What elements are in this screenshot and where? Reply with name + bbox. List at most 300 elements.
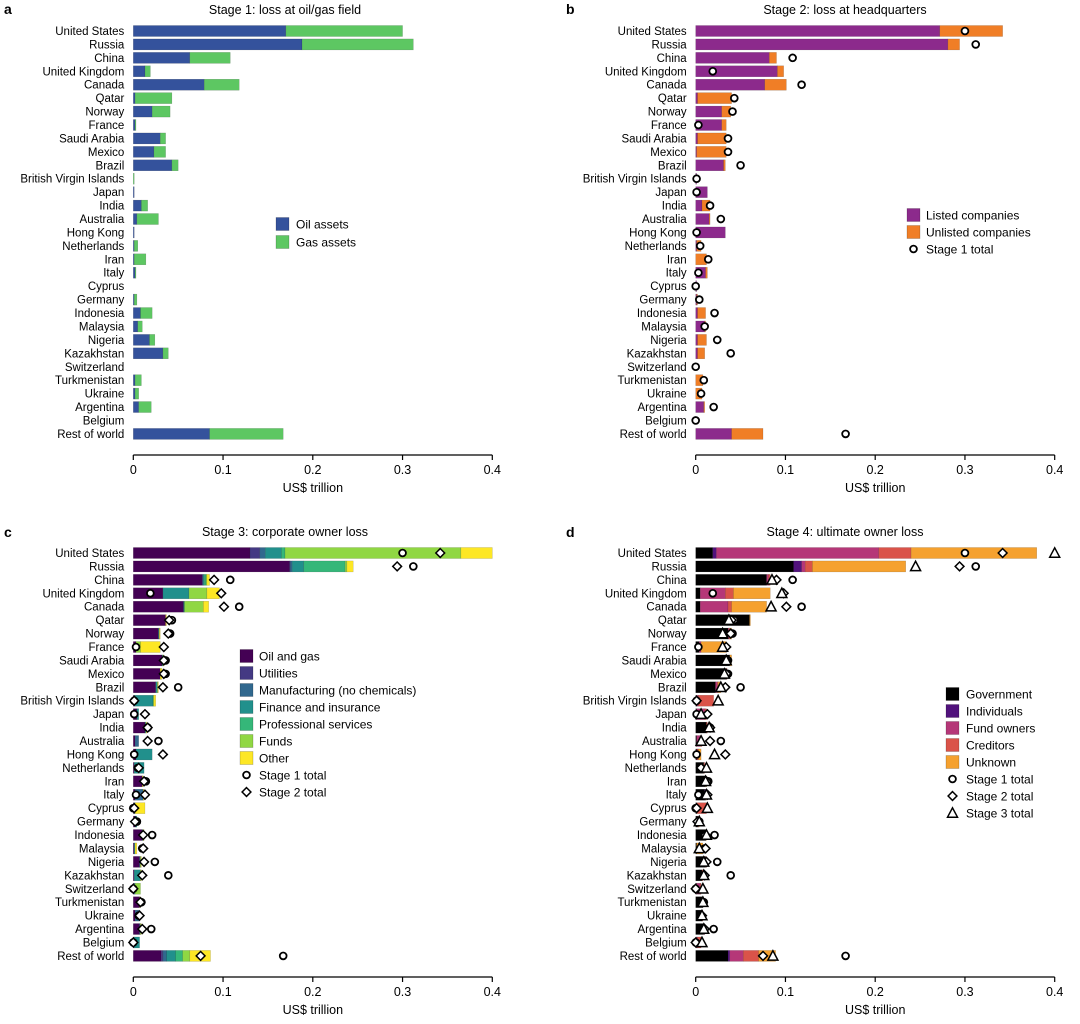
stage2-total-marker-diamond	[955, 562, 964, 571]
panel-a	[4, 1, 501, 495]
bar-segment-other	[140, 642, 160, 653]
stage1-total-marker-circle	[175, 684, 182, 691]
country-label: Indonesia	[74, 308, 125, 321]
legend-label: Individuals	[966, 704, 1023, 719]
bar-segment-oil-and-gas	[133, 950, 161, 961]
country-label: Kazakhstan	[64, 348, 125, 361]
country-label: Iran	[104, 776, 125, 789]
x-axis-title: US$ trillion	[844, 481, 906, 495]
bar-segment-oil-assets	[133, 160, 172, 171]
country-label: British Virgin Islands	[582, 173, 687, 186]
x-axis-tick-label: 0	[692, 985, 700, 999]
country-label: United Kingdom	[42, 66, 125, 79]
bar-segment-utilities	[250, 548, 260, 559]
bar-segment-unlisted-companies	[724, 160, 726, 171]
country-label: Saudi Arabia	[59, 655, 125, 668]
bar-segment-gas-assets	[141, 200, 147, 211]
country-label: Rest of world	[619, 950, 687, 963]
stage2-total-marker-diamond	[721, 750, 730, 759]
bar-segment-oil-assets	[133, 52, 190, 63]
bar-segment-finance-and-insurance	[265, 548, 281, 559]
bar-segment-oil-and-gas	[133, 736, 135, 747]
legend-item	[240, 752, 289, 766]
legend-label: Finance and insurance	[259, 700, 381, 715]
bar-segment-creditors	[728, 601, 732, 612]
legend-swatch	[240, 684, 253, 697]
bar-segment-funds	[189, 588, 207, 599]
legend-label: Gas assets	[296, 235, 357, 250]
stage1-total-marker-circle	[798, 603, 805, 610]
bar-segment-oil-and-gas	[133, 548, 250, 559]
legend-item	[948, 807, 1034, 821]
bar-segment-listed-companies	[696, 79, 765, 90]
legend-label: Stage 2 total	[259, 785, 327, 800]
bar-segment-individuals	[794, 561, 802, 572]
country-label: Kazakhstan	[64, 870, 125, 883]
bar-segment-unknown	[733, 588, 770, 599]
bar-segment-listed-companies	[696, 200, 702, 211]
stage1-total-marker-circle	[910, 246, 917, 253]
x-axis-title: US$ trillion	[282, 481, 344, 495]
x-axis-tick-label: 0.2	[304, 985, 322, 999]
stage1-total-marker-circle	[701, 323, 708, 330]
country-label: Turkmenistan	[617, 375, 687, 388]
country-label: Ukraine	[84, 388, 125, 401]
stage1-total-marker-circle	[727, 350, 734, 357]
panel-letter: d	[566, 524, 575, 540]
country-label: Switzerland	[627, 883, 687, 896]
country-label: Iran	[666, 254, 687, 267]
country-label: Belgium	[82, 937, 125, 950]
country-label: Russia	[651, 39, 687, 52]
stage1-total-marker-circle	[165, 872, 172, 879]
bar-segment-creditors	[725, 588, 733, 599]
stage1-total-marker-circle	[227, 576, 234, 583]
stage1-total-marker-circle	[696, 296, 703, 303]
stage1-total-marker-circle	[737, 684, 744, 691]
panel-title: Stage 2: loss at headquarters	[763, 3, 927, 17]
bar-segment-oil-assets	[133, 348, 163, 359]
x-axis-tick-label: 0.1	[214, 985, 232, 999]
country-label: Netherlands	[62, 240, 125, 253]
stage1-total-marker-circle	[710, 404, 717, 411]
stage1-total-marker-circle	[243, 772, 250, 779]
legend-label: Stage 1 total	[966, 772, 1034, 787]
legend-label: Professional services	[259, 717, 373, 732]
bar-segment-other	[135, 843, 137, 854]
country-label: France	[650, 120, 687, 133]
country-label: United States	[55, 548, 125, 560]
stage2-total-marker-diamond	[393, 562, 402, 571]
country-label: Iran	[666, 776, 687, 789]
country-label: Mexico	[650, 668, 687, 681]
bar-segment-unlisted-companies	[948, 39, 960, 50]
country-label: Cyprus	[650, 803, 687, 816]
country-label: Norway	[647, 628, 687, 641]
country-label: United States	[55, 26, 125, 38]
x-axis-title: US$ trillion	[844, 1003, 906, 1017]
x-axis-tick-label: 0	[692, 463, 700, 477]
legend-label: Funds	[259, 734, 293, 749]
country-label: Germany	[77, 816, 125, 829]
country-label: Cyprus	[87, 281, 125, 294]
country-label: Cyprus	[87, 803, 125, 816]
stage1-total-marker-circle	[410, 563, 417, 570]
country-label: Russia	[89, 561, 125, 574]
bar-segment-oil-assets	[133, 120, 135, 131]
country-label: Turkmenistan	[617, 897, 687, 910]
stage1-total-marker-circle	[962, 28, 969, 35]
stage1-total-marker-circle	[698, 390, 705, 397]
bar-segment-unknown	[732, 601, 767, 612]
stage1-total-marker-circle	[693, 189, 700, 196]
country-label: British Virgin Islands	[20, 695, 125, 708]
legend-swatch	[946, 722, 959, 735]
country-label: Kazakhstan	[626, 348, 687, 361]
x-axis-tick-label: 0.3	[956, 985, 974, 999]
legend-item	[240, 667, 298, 681]
stage3-total-marker-triangle	[948, 808, 958, 817]
country-label: Norway	[85, 106, 125, 119]
stage1-total-marker-circle	[972, 563, 979, 570]
country-label: Saudi Arabia	[621, 133, 687, 146]
stage1-total-marker-circle	[962, 550, 969, 557]
legend-label: Manufacturing (no chemicals)	[259, 683, 417, 698]
country-label: Russia	[89, 39, 125, 52]
bar-segment-oil-and-gas	[133, 682, 155, 693]
country-label: Hong Kong	[629, 227, 687, 240]
bar-segment-gas-assets	[149, 334, 154, 345]
bar-segment-gas-assets	[134, 240, 138, 251]
country-label: Qatar	[95, 93, 125, 106]
country-label: Argentina	[75, 402, 125, 415]
country-label: Netherlands	[62, 762, 125, 775]
bar-segment-finance-and-insurance	[167, 950, 176, 961]
stage1-total-marker-circle	[842, 953, 849, 960]
bar-segment-government	[696, 561, 794, 572]
country-label: Italy	[103, 789, 125, 802]
bar-segment-oil-assets	[133, 321, 137, 332]
bar-segment-listed-companies	[696, 26, 940, 37]
stage3-total-marker-triangle	[911, 561, 921, 570]
stage2-total-marker-diamond	[159, 643, 168, 652]
x-axis-tick-label: 0.2	[304, 463, 322, 477]
country-label: India	[99, 722, 125, 735]
legend-item	[242, 786, 326, 800]
bar-segment-oil-assets	[133, 334, 149, 345]
panel-title: Stage 3: corporate owner loss	[201, 525, 369, 539]
bar-segment-gas-assets	[133, 173, 134, 184]
bar-segment-finance-and-insurance	[292, 561, 304, 572]
country-label: Saudi Arabia	[59, 133, 125, 146]
bar-segment-listed-companies	[696, 334, 698, 345]
stage1-total-marker-circle	[131, 751, 138, 758]
x-axis-tick-label: 0.3	[393, 463, 412, 477]
legend-swatch	[907, 209, 920, 222]
panel-title: Stage 4: ultimate owner loss	[766, 525, 924, 539]
bar-segment-funds	[183, 950, 190, 961]
bar-segment-unlisted-companies	[697, 146, 727, 157]
stage1-total-marker-circle	[692, 283, 699, 290]
bar-segment-manufacturing-no-chemicals-	[135, 736, 139, 747]
bar-segment-funds	[345, 561, 347, 572]
stage1-total-marker-circle	[842, 431, 849, 438]
bar-segment-unlisted-companies	[698, 93, 732, 104]
x-axis-tick-label: 0.4	[1046, 463, 1064, 477]
panel-letter: b	[566, 1, 575, 17]
country-label: Germany	[639, 294, 687, 307]
legend-label: Oil and gas	[259, 649, 320, 664]
country-label: India	[661, 200, 687, 213]
stage1-total-marker-circle	[972, 41, 979, 48]
bar-segment-unlisted-companies	[940, 26, 1003, 37]
bar-segment-fund-owners	[716, 548, 878, 559]
bar-segment-listed-companies	[696, 133, 698, 144]
country-label: Indonesia	[636, 308, 687, 321]
stage1-total-marker-circle	[717, 216, 724, 223]
country-label: United Kingdom	[42, 588, 125, 601]
stage1-total-marker-circle	[709, 590, 716, 597]
bar-segment-gas-assets	[210, 428, 284, 439]
country-label: British Virgin Islands	[582, 695, 687, 708]
country-label: Italy	[665, 789, 687, 802]
bar-segment-fund-owners	[730, 950, 743, 961]
bar-segment-government	[696, 548, 713, 559]
country-label: Iran	[104, 254, 125, 267]
bar-segment-other	[347, 561, 353, 572]
country-label: Norway	[85, 628, 125, 641]
country-label: Argentina	[75, 924, 125, 937]
legend-label: Oil assets	[296, 217, 349, 232]
stage2-total-marker-diamond	[159, 750, 168, 759]
bar-segment-government	[696, 588, 700, 599]
bar-segment-gas-assets	[302, 39, 413, 50]
stage1-total-marker-circle	[133, 644, 140, 651]
stage1-total-marker-circle	[700, 377, 707, 384]
bar-segment-manufacturing-no-chemicals-	[163, 950, 167, 961]
bar-segment-government	[696, 601, 700, 612]
stage2-total-marker-diamond	[210, 575, 219, 584]
bar-segment-gas-assets	[152, 106, 170, 117]
country-label: Canada	[84, 601, 125, 614]
bar-segment-utilities	[161, 950, 163, 961]
country-label: Mexico	[650, 146, 687, 159]
bar-segment-listed-companies	[696, 348, 698, 359]
bar-segment-listed-companies	[696, 214, 709, 225]
bar-segment-unlisted-companies	[722, 120, 726, 131]
country-label: Hong Kong	[66, 749, 125, 762]
country-label: Mexico	[87, 146, 125, 159]
stage1-total-marker-circle	[697, 242, 704, 249]
bar-segment-oil-assets	[133, 267, 135, 278]
country-label: Nigeria	[650, 334, 687, 347]
country-label: Canada	[646, 601, 687, 614]
bar-segment-oil-and-gas	[133, 655, 162, 666]
stage3-total-marker-triangle	[766, 602, 776, 611]
bar-segment-unknown	[911, 548, 1037, 559]
bar-segment-oil-assets	[133, 227, 134, 238]
country-label: Qatar	[95, 615, 125, 628]
bar-segment-other	[159, 628, 160, 639]
stage1-total-marker-circle	[692, 363, 699, 370]
bar-segment-unlisted-companies	[706, 267, 708, 278]
stage1-total-marker-circle	[714, 336, 721, 343]
stage1-total-marker-circle	[399, 550, 406, 557]
legend-item	[946, 688, 1033, 702]
stage1-total-marker-circle	[729, 108, 736, 115]
bar-segment-listed-companies	[696, 308, 698, 319]
stage1-total-marker-circle	[710, 926, 717, 933]
country-label: Indonesia	[636, 830, 687, 843]
bar-segment-oil-assets	[133, 375, 135, 386]
stage2-total-marker-diamond	[782, 602, 791, 611]
stage1-total-marker-circle	[695, 791, 702, 798]
bar-segment-gas-assets	[160, 133, 165, 144]
legend-label: Stage 1 total	[926, 242, 994, 257]
legend-label: Stage 1 total	[259, 768, 327, 783]
bar-segment-government	[696, 682, 716, 693]
bar-segment-unlisted-companies	[777, 66, 783, 77]
bar-segment-government	[696, 950, 728, 961]
legend-item	[243, 769, 326, 783]
legend-swatch	[240, 667, 253, 680]
legend-swatch	[276, 218, 289, 231]
country-label: Rest of world	[57, 950, 125, 963]
bar-segment-oil-assets	[133, 93, 135, 104]
country-label: Hong Kong	[66, 227, 125, 240]
bar-segment-gas-assets	[135, 375, 141, 386]
bar-segment-professional-services	[175, 950, 182, 961]
bar-segment-finance-and-insurance	[156, 682, 158, 693]
bar-segment-other	[154, 695, 156, 706]
bar-segment-government	[696, 615, 750, 626]
bar-segment-unknown	[812, 561, 905, 572]
country-label: Germany	[77, 294, 125, 307]
panel-c	[4, 524, 501, 1017]
country-label: Canada	[646, 79, 687, 92]
stage1-total-marker-circle	[131, 711, 138, 718]
country-label: Netherlands	[624, 240, 687, 253]
country-label: Saudi Arabia	[621, 655, 687, 668]
bar-segment-unlisted-companies	[698, 334, 707, 345]
bar-segment-gas-assets	[145, 66, 150, 77]
country-label: British Virgin Islands	[20, 173, 125, 186]
bar-segment-manufacturing-no-chemicals-	[260, 548, 265, 559]
country-label: Australia	[79, 736, 125, 749]
bar-segment-gas-assets	[135, 120, 136, 131]
country-label: China	[94, 574, 125, 587]
stage1-total-marker-circle	[236, 603, 243, 610]
country-label: Japan	[655, 187, 687, 200]
bar-segment-individuals	[728, 950, 730, 961]
country-label: Malaysia	[641, 321, 687, 334]
bar-segment-gas-assets	[154, 146, 166, 157]
country-label: Australia	[641, 736, 687, 749]
bar-segment-gas-assets	[204, 79, 239, 90]
bar-segment-professional-services	[281, 548, 285, 559]
country-label: Malaysia	[78, 321, 125, 334]
country-label: Italy	[103, 267, 125, 280]
legend-item	[276, 236, 356, 250]
country-label: United States	[617, 548, 687, 560]
country-label: Indonesia	[74, 830, 125, 843]
bar-segment-unlisted-companies	[698, 308, 706, 319]
country-label: Rest of world	[57, 428, 125, 441]
stage2-total-marker-diamond	[143, 737, 152, 746]
legend-item	[240, 735, 292, 749]
country-label: United States	[617, 26, 687, 38]
country-label: Australia	[79, 214, 125, 227]
x-axis-tick-label: 0.1	[214, 463, 232, 477]
legend-swatch	[946, 705, 959, 718]
bar-segment-unlisted-companies	[698, 348, 705, 359]
country-label: Belgium	[82, 415, 125, 428]
panel-letter: c	[4, 524, 12, 540]
legend-item	[946, 739, 1015, 753]
stage1-total-marker-circle	[717, 738, 724, 745]
x-axis-tick-label: 0.1	[776, 463, 795, 477]
bar-segment-fund-owners	[802, 561, 806, 572]
country-label: Brazil	[657, 682, 687, 695]
x-axis-tick-label: 0.3	[956, 463, 974, 477]
country-label: Rest of world	[619, 428, 687, 441]
bar-segment-professional-services	[304, 561, 345, 572]
bar-segment-gas-assets	[190, 52, 230, 63]
bar-segment-individuals	[713, 548, 717, 559]
country-label: Australia	[641, 214, 687, 227]
x-axis-tick-label: 0.2	[866, 985, 884, 999]
stage2-total-marker-diamond	[220, 602, 229, 611]
country-label: Qatar	[657, 615, 687, 628]
bar-segment-gas-assets	[137, 214, 159, 225]
country-label: Nigeria	[87, 856, 125, 869]
country-label: Hong Kong	[629, 749, 687, 762]
bar-segment-professional-services	[204, 574, 206, 585]
bar-segment-gas-assets	[163, 348, 168, 359]
bar-segment-funds	[285, 548, 461, 559]
bar-segment-oil-assets	[133, 428, 209, 439]
stage1-total-marker-circle	[789, 576, 796, 583]
x-axis-tick-label: 0.4	[483, 463, 501, 477]
bar-segment-unlisted-companies	[709, 214, 710, 225]
country-label: Cyprus	[650, 281, 687, 294]
country-label: Japan	[655, 709, 687, 722]
stage2-total-marker-diamond	[706, 737, 715, 746]
country-label: Mexico	[87, 668, 125, 681]
country-label: United Kingdom	[604, 588, 687, 601]
country-label: Argentina	[637, 924, 687, 937]
stage2-total-marker-diamond	[242, 788, 251, 797]
panel-title: Stage 1: loss at oil/gas field	[208, 3, 362, 17]
country-label: Switzerland	[64, 883, 125, 896]
stage2-total-marker-diamond	[159, 683, 168, 692]
legend-item	[946, 722, 1035, 736]
bar-segment-oil-and-gas	[133, 628, 158, 639]
bar-segment-manufacturing-no-chemicals-	[290, 561, 292, 572]
bar-segment-unlisted-companies	[765, 79, 787, 90]
x-axis-tick-label: 0.4	[483, 985, 501, 999]
bar-segment-funds	[184, 601, 203, 612]
stage3-total-marker-triangle	[710, 749, 720, 758]
country-label: Brazil	[95, 682, 125, 695]
legend-label: Government	[966, 687, 1033, 702]
bar-segment-oil-and-gas	[133, 668, 160, 679]
bar-segment-oil-and-gas	[133, 574, 202, 585]
legend-item	[948, 790, 1033, 804]
x-axis-tick-label: 0	[129, 985, 137, 999]
stage1-total-marker-circle	[148, 926, 155, 933]
legend-item	[946, 756, 1016, 770]
